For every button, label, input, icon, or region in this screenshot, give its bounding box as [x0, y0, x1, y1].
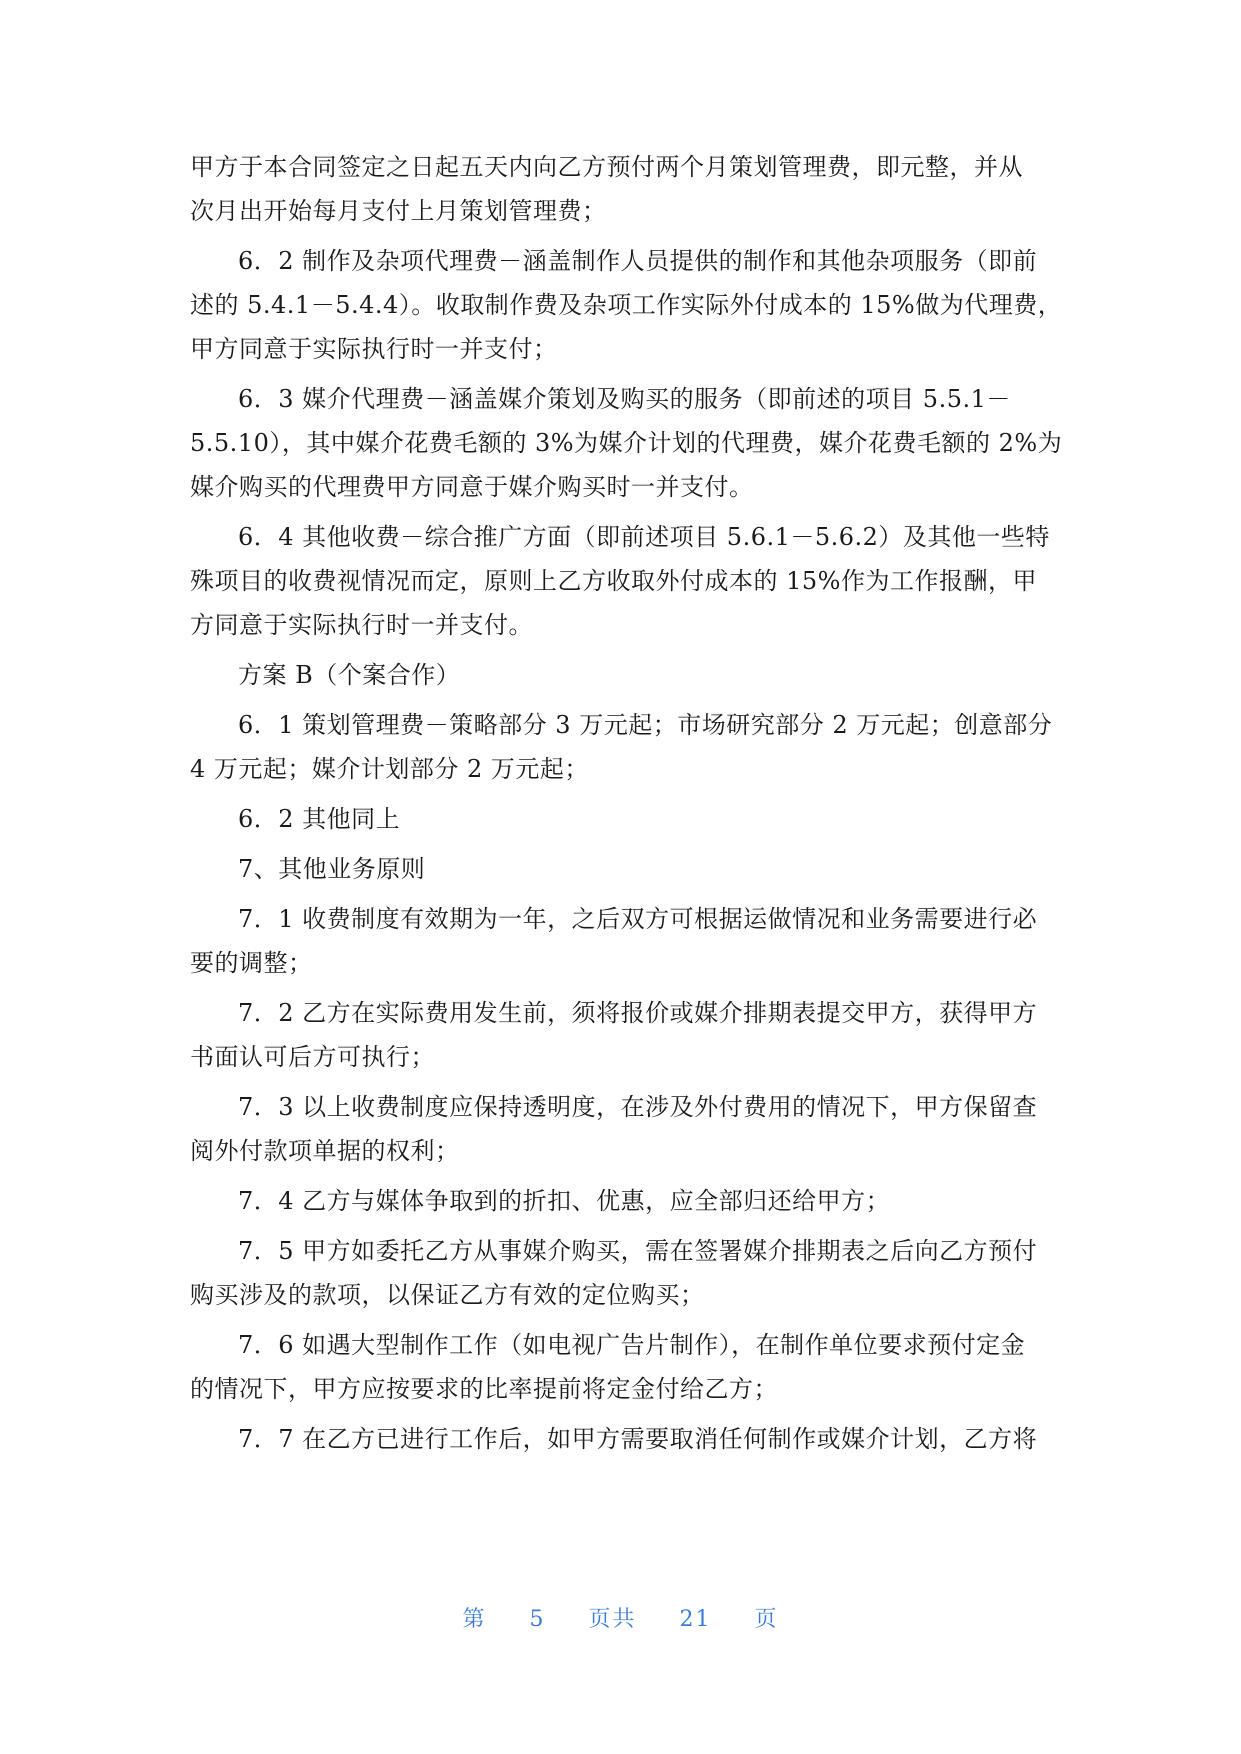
text-line: 阅外付款项单据的权利； — [190, 1137, 460, 1165]
text-line: 7．7 在乙方已进行工作后，如甲方需要取消任何制作或媒介计划，乙方将 — [238, 1425, 1038, 1453]
text-line: 6．4 其他收费－综合推广方面（即前述项目 5.6.1－5.6.2）及其他一些特 — [238, 523, 1050, 551]
text-line: 6．3 媒介代理费－涵盖媒介策划及购买的服务（即前述的项目 5.5.1－ — [238, 385, 1011, 413]
text-line: 书面认可后方可执行； — [190, 1043, 435, 1071]
text-line: 甲方于本合同签定之日起五天内向乙方预付两个月策划管理费，即元整，并从 — [190, 153, 1023, 181]
text-line: 殊项目的收费视情况而定，原则上乙方收取外付成本的 15%作为工作报酬，甲 — [190, 567, 1037, 595]
text-line: 7．1 收费制度有效期为一年，之后双方可根据运做情况和业务需要进行必 — [238, 905, 1038, 933]
text-line: 要的调整； — [190, 949, 313, 977]
text-line: 7．6 如遇大型制作工作（如电视广告片制作），在制作单位要求预付定金 — [238, 1331, 1026, 1359]
footer-prefix: 第 — [462, 1607, 487, 1632]
text-line: 的情况下，甲方应按要求的比率提前将定金付给乙方； — [190, 1375, 778, 1403]
text-line: 购买涉及的款项，以保证乙方有效的定位购买； — [190, 1281, 705, 1309]
text-line: 7．4 乙方与媒体争取到的折扣、优惠，应全部归还给甲方； — [238, 1187, 891, 1215]
text-line: 方同意于实际执行时一并支付。 — [190, 611, 533, 639]
text-line: 6．1 策划管理费－策略部分 3 万元起；市场研究部分 2 万元起；创意部分 — [238, 711, 1053, 739]
footer-suffix: 页 — [754, 1607, 779, 1632]
text-line: 5.5.10），其中媒介花费毛额的 3%为媒介计划的代理费，媒介花费毛额的 2%为 — [190, 429, 1063, 457]
text-line: 次月出开始每月支付上月策划管理费； — [190, 197, 607, 225]
text-line: 6．2 制作及杂项代理费－涵盖制作人员提供的制作和其他杂项服务（即前 — [238, 247, 1038, 275]
text-line: 述的 5.4.1－5.4.4）。收取制作费及杂项工作实际外付成本的 15%做为代理费， — [190, 291, 1063, 319]
footer-middle: 页共 — [588, 1607, 637, 1632]
text-line: 方案 B（个案合作） — [238, 661, 461, 689]
text-line: 7．2 乙方在实际费用发生前，须将报价或媒介排期表提交甲方，获得甲方 — [238, 999, 1038, 1027]
text-line: 甲方同意于实际执行时一并支付； — [190, 335, 558, 363]
text-line: 7、其他业务原则 — [238, 855, 426, 883]
text-line: 7．5 甲方如委托乙方从事媒介购买，需在签署媒介排期表之后向乙方预付 — [238, 1237, 1038, 1265]
current-page-number: 5 — [529, 1607, 546, 1632]
total-pages-number: 21 — [679, 1607, 712, 1632]
page-footer — [0, 1602, 1241, 1633]
text-line: 媒介购买的代理费甲方同意于媒介购买时一并支付。 — [190, 473, 754, 501]
text-line: 4 万元起；媒介计划部分 2 万元起； — [190, 755, 589, 783]
text-line: 7．3 以上收费制度应保持透明度，在涉及外付费用的情况下，甲方保留查 — [238, 1093, 1038, 1121]
text-line: 6．2 其他同上 — [238, 805, 401, 833]
